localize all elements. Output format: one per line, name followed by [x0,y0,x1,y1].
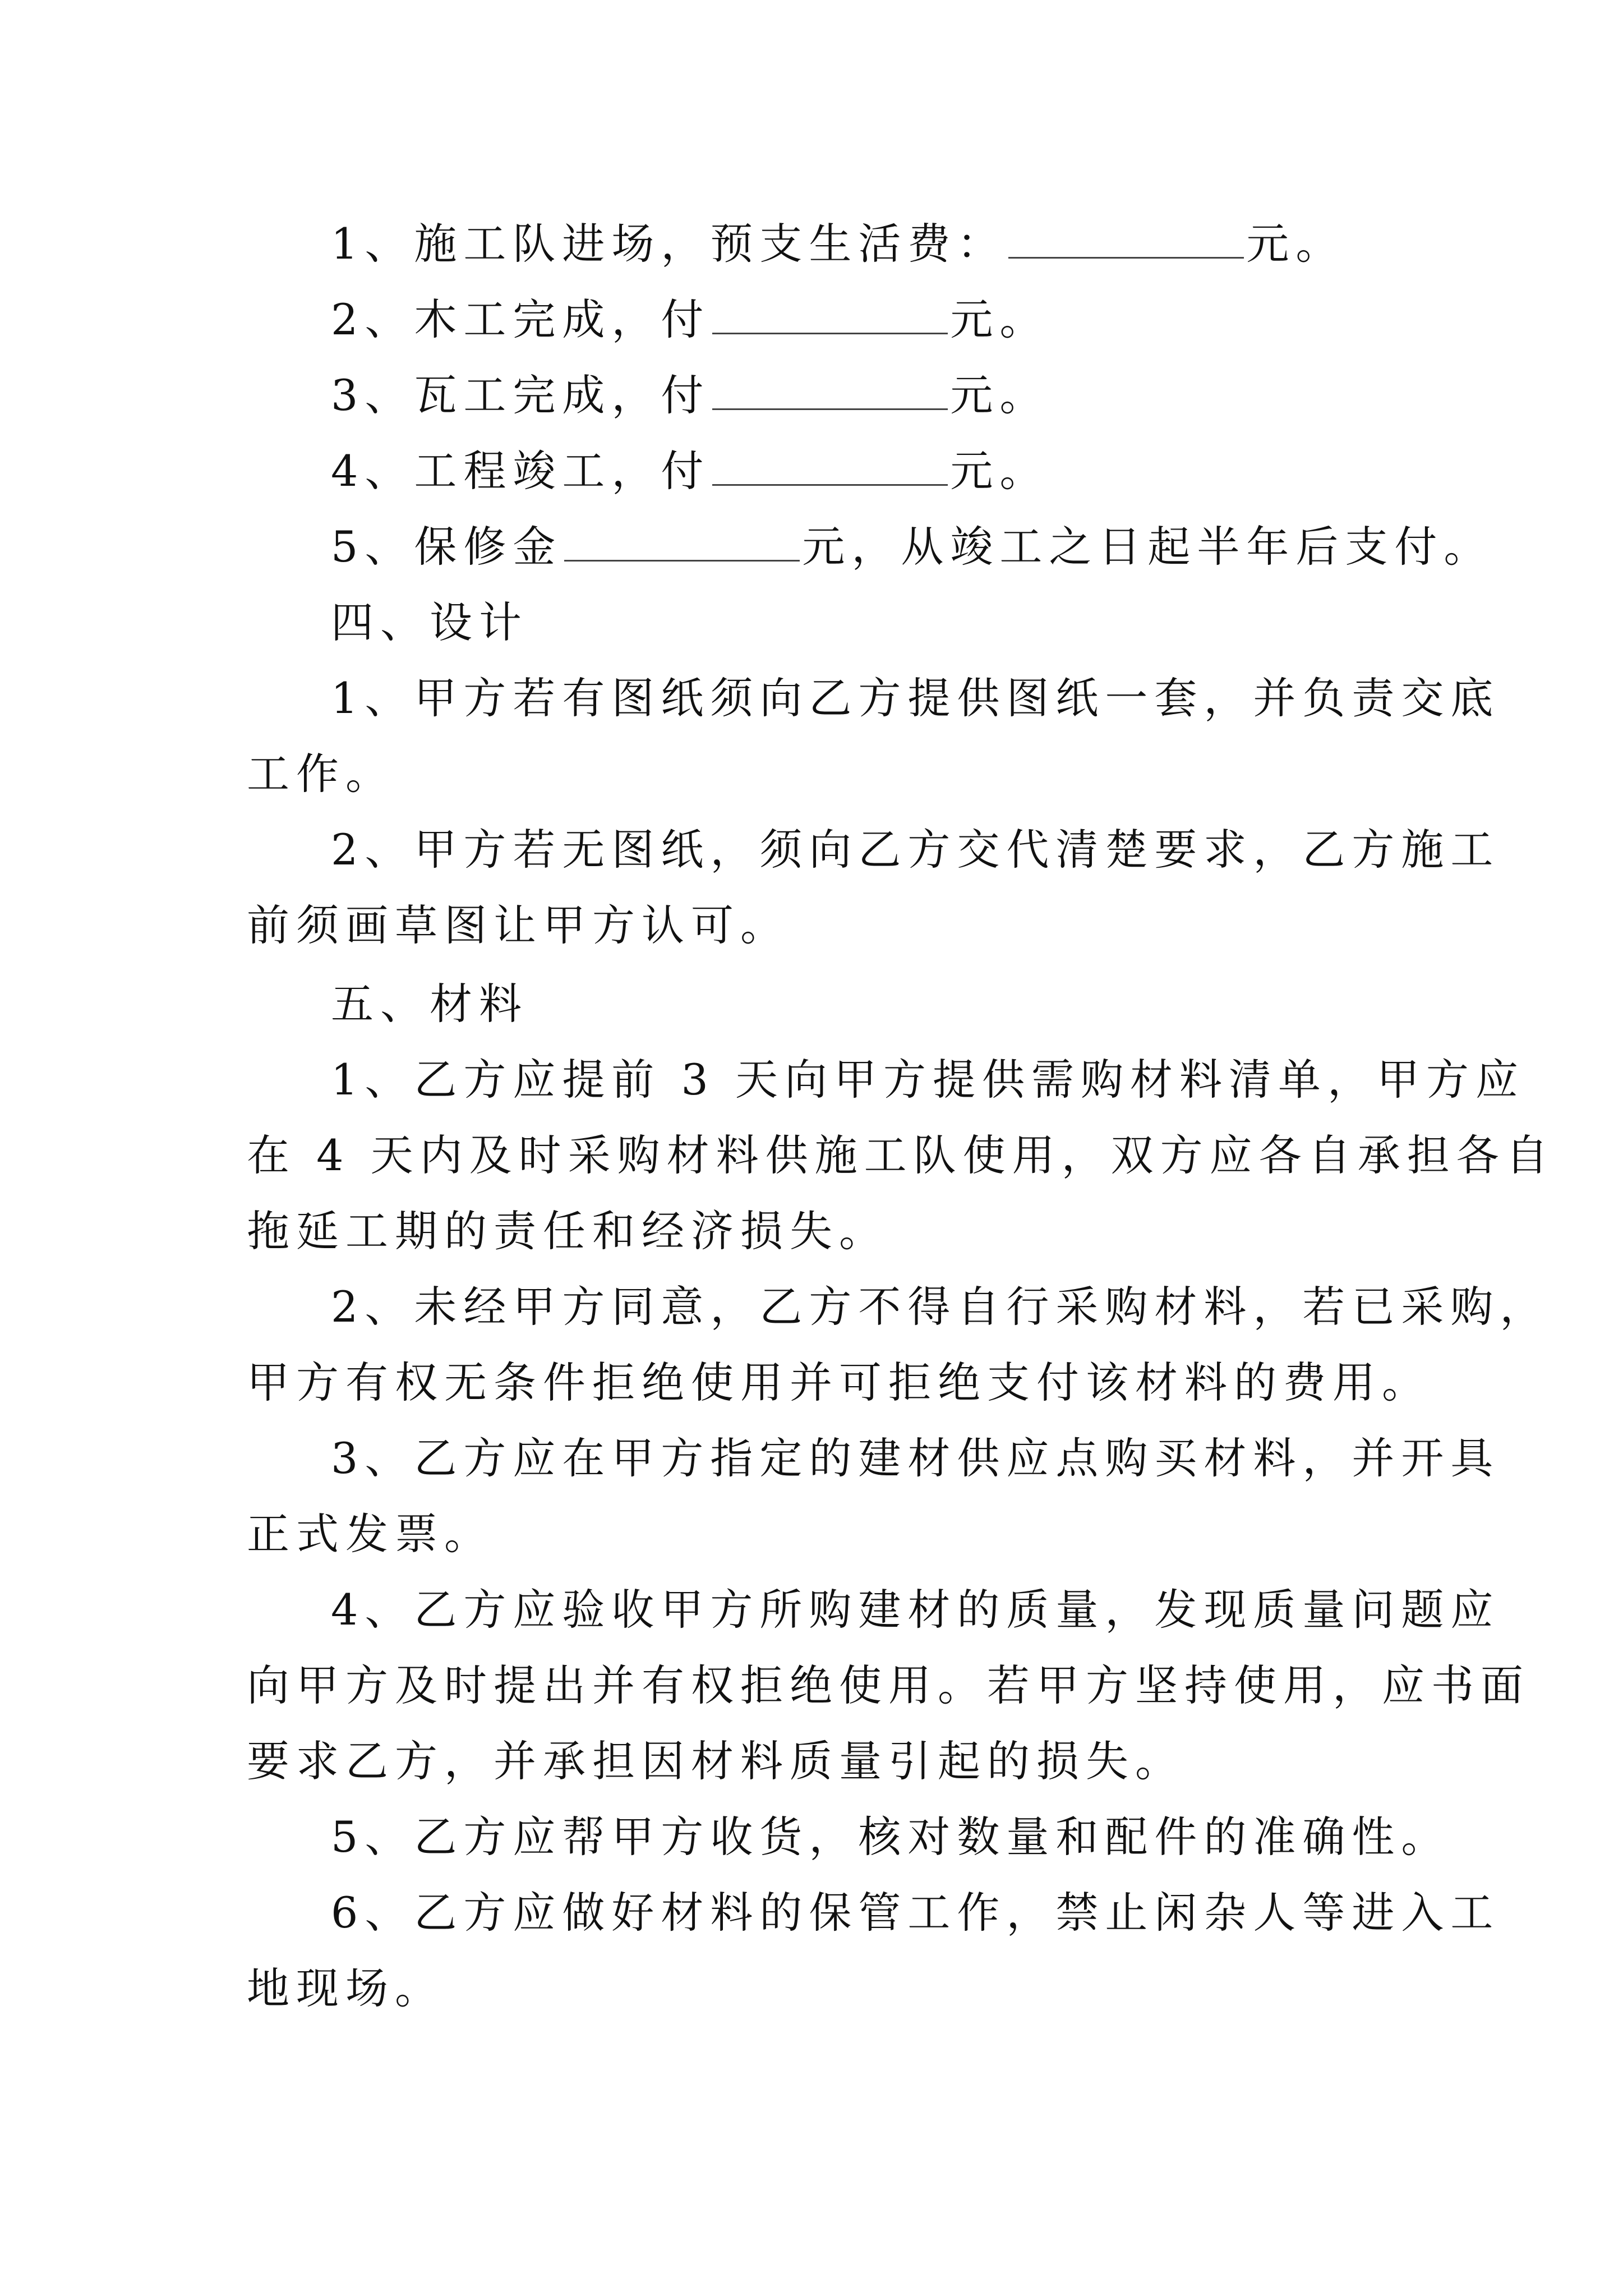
payment-item-1 [331,216,1475,272]
payment-item-5-blank [564,521,800,562]
payment-item-2-unit: 元。 [950,295,1049,344]
payment-item-3-text: 3、瓦工完成，付 [331,370,711,420]
payment-item-4-blank [712,445,948,486]
section-5-item-5-line-1: 5、乙方应帮甲方收货，核对数量和配件的准确性。 [331,1812,1451,1862]
section-4-item-1-line-1: 1、甲方若有图纸须向乙方提供图纸一套，并负责交底 [331,673,1500,723]
payment-item-1-text: 1、施工队进场，预支生活费： [331,219,1007,269]
section-5-item-2-line-1: 2、未经甲方同意，乙方不得自行采购材料，若已采购， [331,1282,1550,1332]
section-5-item-4-line-3: 要求乙方，并承担因材料质量引起的损失。 [247,1736,1184,1786]
payment-item-5-rest: 元，从竣工之日起半年后支付。 [802,522,1493,572]
section-4-item-2-line-2: 前须画草图让甲方认可。 [247,900,790,950]
payment-item-2-text: 2、木工完成，付 [331,295,711,344]
payment-item-1-unit: 元。 [1246,219,1345,269]
section-5-item-6-line-2: 地现场。 [247,1963,444,2013]
section-5-item-1-line-1: 1、乙方应提前 3 天向甲方提供需购材料清单，甲方应 [331,1055,1525,1105]
section-4-heading: 四、设计 [331,597,528,647]
section-5-item-2-line-2: 甲方有权无条件拒绝使用并可拒绝支付该材料的费用。 [247,1358,1431,1407]
payment-item-5-text: 5、保修金 [331,522,562,572]
section-5-heading: 五、材料 [331,979,528,1029]
section-4-item-1-line-2: 工作。 [247,749,395,799]
payment-item-4-unit: 元。 [950,446,1049,496]
section-5-item-3-line-2: 正式发票。 [247,1509,494,1559]
section-5-item-1-line-3: 拖延工期的责任和经济损失。 [247,1206,888,1256]
payment-item-3-blank [712,369,948,410]
payment-item-3 [331,367,1475,424]
section-4-item-2-line-1: 2、甲方若无图纸，须向乙方交代清楚要求，乙方施工 [331,825,1500,875]
section-5-item-4-line-2: 向甲方及时提出并有权拒绝使用。若甲方坚持使用，应书面 [247,1660,1530,1710]
payment-item-4 [331,443,1475,499]
section-5-item-6-line-1: 6、乙方应做好材料的保管工作，禁止闲杂人等进入工 [331,1888,1500,1938]
payment-item-1-blank [1008,218,1244,259]
section-5-item-3-line-1: 3、乙方应在甲方指定的建材供应点购买材料，并开具 [331,1433,1500,1483]
payment-item-2-blank [712,293,948,334]
section-5-item-1-line-2: 在 4 天内及时采购材料供施工队使用，双方应各自承担各自 [247,1130,1555,1180]
section-5-item-4-line-1: 4、乙方应验收甲方所购建材的质量，发现质量问题应 [331,1585,1500,1635]
payment-item-3-unit: 元。 [950,370,1049,420]
payment-item-2 [331,292,1475,348]
payment-item-4-text: 4、工程竣工，付 [331,446,711,496]
payment-item-5 [331,519,1493,575]
